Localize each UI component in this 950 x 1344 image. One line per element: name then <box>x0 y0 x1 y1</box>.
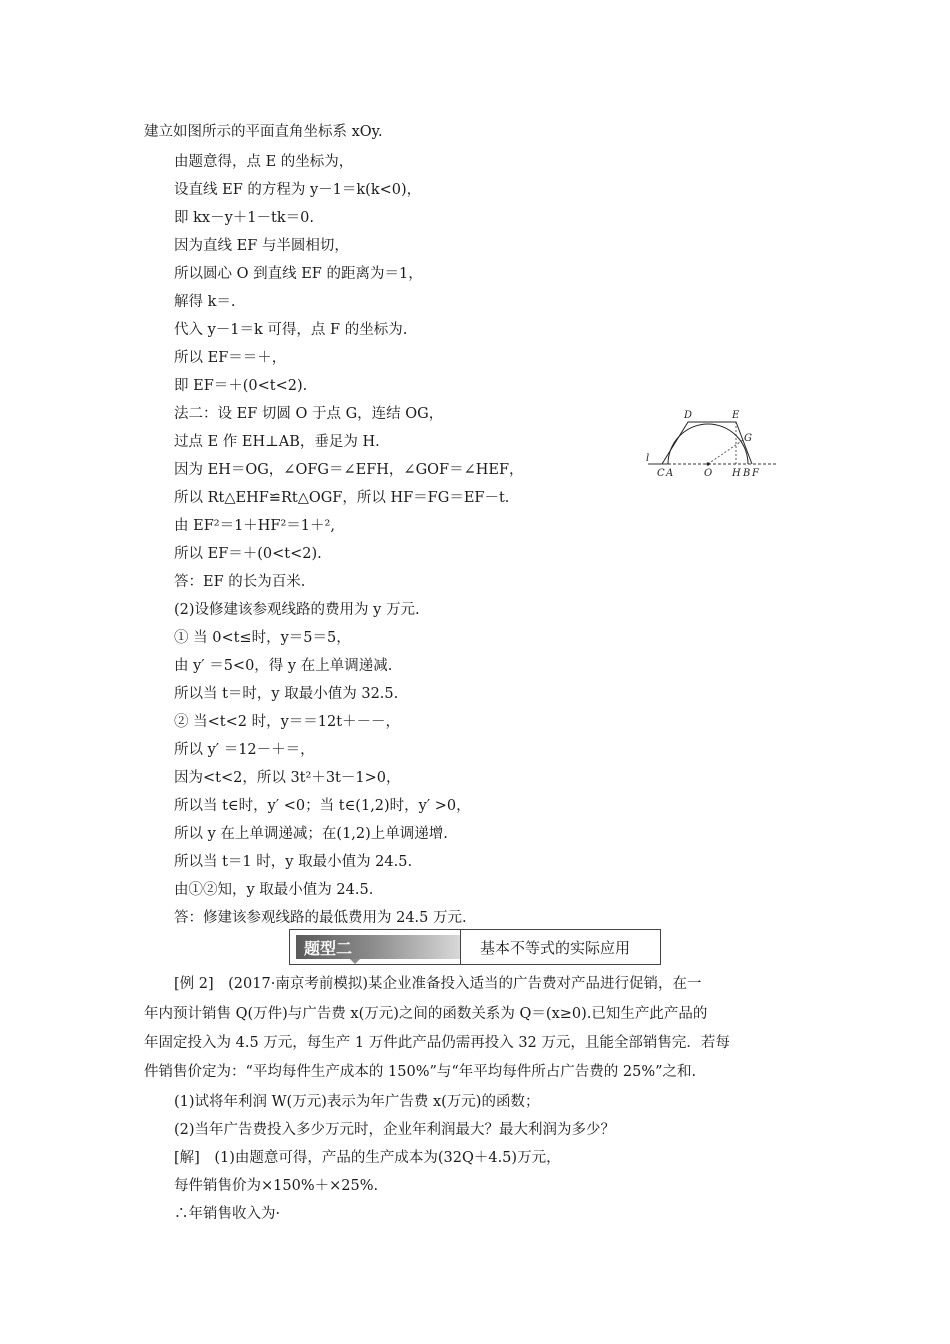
text-line: 所以当 t∈时，y′ <0；当 t∈(1,2)时，y′ >0， <box>174 798 471 814</box>
text-line: 答：EF 的长为百米. <box>174 574 306 590</box>
section-banner <box>289 929 661 965</box>
text-line: 因为直线 EF 与半圆相切， <box>174 238 349 254</box>
text-line: 由 EF²＝1＋HF²＝1＋², <box>174 518 335 534</box>
example-line: ∴年销售收入为· <box>174 1206 281 1222</box>
text-line: 答：修建该参观线路的最低费用为 24.5 万元. <box>174 910 467 926</box>
text-line: 所以 EF＝＝＋， <box>174 350 287 366</box>
text-line: 所以当 t＝时，y 取最小值为 32.5. <box>174 686 399 702</box>
text-line: 即 EF＝＋(0<t<2). <box>174 378 308 394</box>
text-line: 代入 y－1＝k 可得，点 F 的坐标为. <box>174 322 408 338</box>
example-line: 年固定投入为 4.5 万元，每生产 1 万件此产品仍需再投入 32 万元，且能全部销售完．若每 <box>144 1035 730 1051</box>
text-line: 所以 y 在上单调递减；在(1,2)上单调递增. <box>174 826 448 842</box>
section-tag <box>296 935 460 959</box>
text-line: 法二：设 EF 切圆 O 于点 G，连结 OG， <box>174 406 444 422</box>
text-line: ① 当 0<t≤时，y＝5＝5， <box>174 630 351 646</box>
label-A: A <box>666 468 674 479</box>
label-C: C <box>657 468 665 479</box>
example-line: (1)试将年利润 W(万元)表示为年广告费 x(万元)的函数； <box>174 1094 540 1110</box>
text-line: 所以圆心 O 到直线 EF 的距离为＝1， <box>174 266 423 282</box>
label-B: B <box>743 468 751 479</box>
label-E: E <box>732 410 740 421</box>
text-line: 建立如图所示的平面直角坐标系 xOy. <box>144 124 383 140</box>
section-title: 基本不等式的实际应用 <box>480 939 631 957</box>
example-line: [例 2] (2017·南京考前模拟)某企业准备投入适当的广告费对产品进行促销，在一 <box>174 976 702 992</box>
label-O: O <box>704 468 713 479</box>
label-H: H <box>732 468 741 479</box>
label-G: G <box>744 433 752 444</box>
center-point <box>706 462 709 465</box>
example-line: 每件销售价为×150%＋×25%. <box>174 1178 379 1194</box>
example-line: 年内预计销售 Q(万件)与广告费 x(万元)之间的函数关系为 Q＝(x≥0).已知生产此产品的 <box>144 1006 708 1022</box>
text-line: 所以 EF＝＋(0<t<2). <box>174 546 322 562</box>
text-line: 所以当 t＝1 时，y 取最小值为 24.5. <box>174 854 413 870</box>
text-line: 即 kx－y＋1－tk＝0. <box>174 210 314 226</box>
text-line: 因为<t<2，所以 3t²＋3t－1>0， <box>174 770 401 786</box>
text-line: 所以 Rt△EHF≌Rt△OGF，所以 HF＝FG＝EF－t. <box>174 490 510 506</box>
example-line: [解] (1)由题意可得，产品的生产成本为(32Q＋4.5)万元， <box>174 1150 561 1166</box>
banner-divider <box>460 930 461 964</box>
example-line: (2)当年广告费投入多少万元时，企业年利润最大？最大利润为多少？ <box>174 1122 616 1138</box>
label-F: F <box>752 468 759 479</box>
label-l: l <box>646 453 650 464</box>
text-line: 由①②知，y 取最小值为 24.5. <box>174 882 374 898</box>
text-line: 所以 y′ ＝12－＋＝， <box>174 742 315 758</box>
semicircle-figure <box>640 408 780 480</box>
segment-OG <box>708 440 743 464</box>
label-D: D <box>684 410 693 421</box>
text-line: 由题意得，点 E 的坐标为， <box>174 154 354 170</box>
text-line: 因为 EH＝OG，∠OFG＝∠EFH，∠GOF＝∠HEF， <box>174 462 524 478</box>
text-line: (2)设修建该参观线路的费用为 y 万元. <box>174 602 420 618</box>
text-line: 解得 k＝. <box>174 294 236 310</box>
text-line: 由 y′ ＝5<0，得 y 在上单调递减. <box>174 658 393 674</box>
example-line: 件销售价定为：“平均每件生产成本的 150%”与“年平均每件所占广告费的 25%”之和. <box>144 1064 697 1080</box>
banner-notch <box>350 959 360 964</box>
text-line: 设直线 EF 的方程为 y－1＝k(k<0)， <box>174 182 422 198</box>
text-line: 过点 E 作 EH⊥AB，垂足为 H. <box>174 434 380 450</box>
text-line: ② 当<t<2 时，y＝＝12t＋－－， <box>174 714 401 730</box>
section-tag-label: 题型二 <box>304 939 353 958</box>
